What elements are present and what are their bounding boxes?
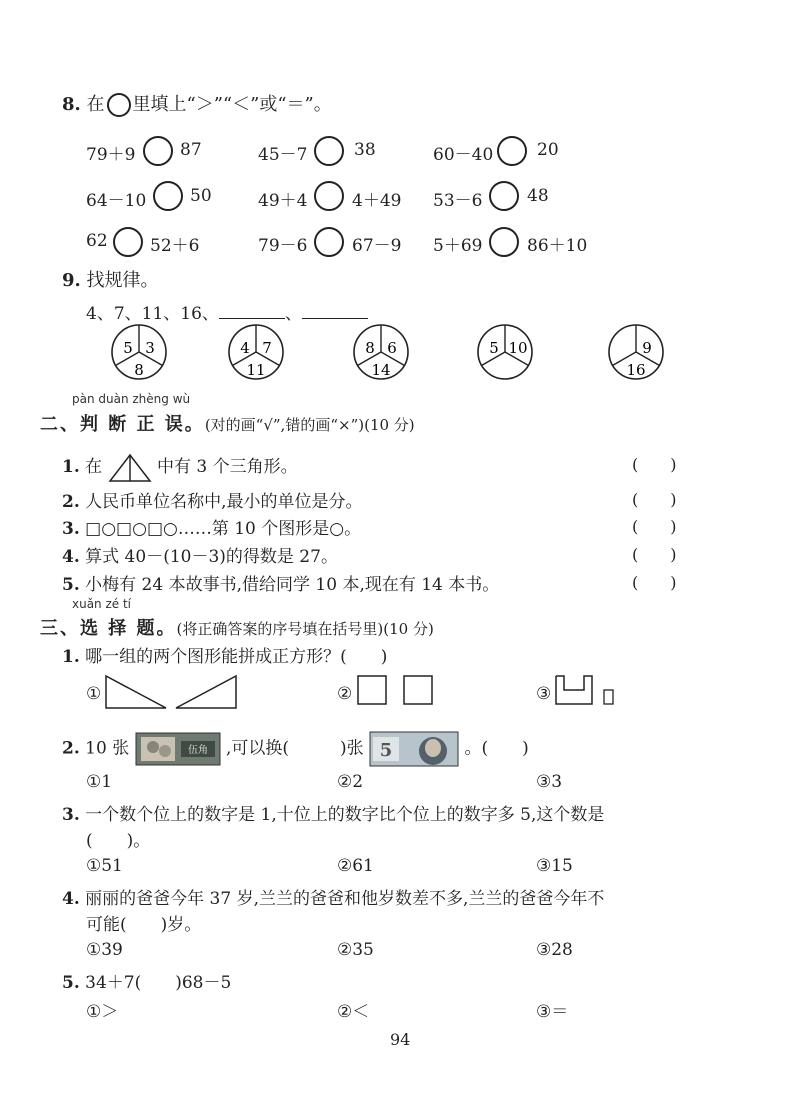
q9-title [62, 266, 159, 292]
item-number: 4. [62, 889, 80, 909]
pattern-circle-1 [112, 325, 166, 379]
section3-heading [40, 614, 434, 640]
notched-shape-figure-icon [554, 674, 618, 710]
section2-pinyin: pàn duàn zhèng wù [72, 392, 191, 406]
item-number: 5. [62, 575, 80, 595]
pattern-circles [0, 322, 800, 386]
s3-q5-opt2[interactable]: ②＜ [337, 1002, 370, 1022]
s3-q3-opt3[interactable]: ③15 [536, 856, 573, 876]
compare-circle[interactable] [143, 136, 173, 166]
q8-r2-c2-left: 49＋4 [258, 191, 308, 211]
s3-q2 [62, 731, 529, 767]
compare-circle[interactable] [314, 136, 344, 166]
s3-q5 [62, 968, 231, 993]
compare-circle[interactable] [489, 181, 519, 211]
item-number: 1. [62, 647, 80, 667]
s3-q1-opt1-label[interactable]: ① [86, 684, 102, 704]
circle-value: 5 [489, 339, 499, 357]
s2-item-1-post: 中有 3 个三角形。 [156, 457, 298, 477]
five-yuan-note-icon [369, 731, 459, 767]
s2-item-4 [62, 542, 338, 567]
s3-q2-opt3[interactable]: ③3 [536, 772, 563, 792]
s3-q2-opt2[interactable]: ②2 [337, 772, 364, 792]
q9-number: 9. [62, 270, 81, 291]
s3-q1-opt2-label[interactable]: ② [337, 684, 353, 704]
answer-blank[interactable] [219, 302, 285, 319]
s2-item-5 [62, 570, 499, 595]
circle-value: 7 [262, 339, 272, 357]
answer-paren[interactable]: ( ) [632, 490, 677, 509]
q8-r3-c2-left: 79－6 [258, 236, 308, 256]
pattern-circle-3 [354, 325, 408, 379]
compare-circle[interactable] [489, 227, 519, 257]
s2-item-5-text: 小梅有 24 本故事书,借给同学 10 本,现在有 14 本书。 [85, 575, 500, 595]
pattern-circle-4 [478, 325, 532, 379]
q8-r3-c2-right: 67－9 [352, 236, 402, 256]
two-squares-figure-icon [356, 674, 436, 708]
s3-q4-text: 丽丽的爸爸今年 37 岁,兰兰的爸爸和他岁数差不多,兰兰的爸爸今年不 [85, 889, 605, 909]
s2-item-1 [62, 452, 298, 483]
section3-pinyin: xuǎn zé tí [72, 597, 132, 611]
item-number: 2. [62, 738, 80, 759]
q8-r1-c1-right: 87 [180, 140, 202, 160]
pattern-circle-2 [229, 325, 283, 379]
s3-q2-pre: 10 张 [85, 738, 130, 759]
q8-r3-c3-left: 5＋69 [433, 236, 483, 256]
circle-value: 3 [145, 339, 155, 357]
s3-q4-line2: 可能( )岁。 [86, 915, 202, 935]
s3-q5-text: 34＋7( )68－5 [85, 973, 232, 993]
q8-r2-c2-right: 4＋49 [352, 191, 402, 211]
note-text: 5 [379, 740, 393, 761]
circle-value: 16 [626, 361, 646, 379]
s3-q1 [62, 642, 387, 667]
circle-value: 9 [642, 339, 652, 357]
circle-value: 4 [240, 339, 250, 357]
circle-value: 5 [123, 339, 133, 357]
item-number: 2. [62, 492, 80, 512]
right-triangles-figure-icon [104, 672, 244, 712]
triangle-figure-icon [108, 453, 152, 483]
answer-paren[interactable]: ( ) [632, 517, 677, 536]
circle-value: 14 [371, 361, 391, 379]
answer-paren[interactable]: ( ) [632, 573, 677, 592]
s2-item-3 [62, 514, 361, 539]
s3-q4-line1 [62, 884, 604, 909]
answer-paren[interactable]: ( ) [632, 545, 677, 564]
circle-placeholder-icon [107, 93, 131, 117]
q8-prompt-pre: 在 [86, 94, 105, 115]
s3-q4-opt3[interactable]: ③28 [536, 940, 573, 960]
circle-value: 6 [387, 339, 397, 357]
compare-circle[interactable] [314, 227, 344, 257]
answer-paren[interactable]: ( ) [632, 455, 677, 474]
compare-circle[interactable] [314, 181, 344, 211]
q8-number: 8. [62, 94, 81, 115]
s3-q5-opt3[interactable]: ③＝ [536, 1002, 569, 1022]
item-number: 4. [62, 547, 80, 567]
answer-blank[interactable] [302, 302, 368, 319]
page-number: 94 [390, 1030, 411, 1049]
q8-r2-c3-right: 48 [527, 186, 549, 206]
pattern-circle-5 [609, 325, 663, 379]
s3-q3-line2: ( )。 [86, 831, 151, 851]
q8-r3-c3-right: 86＋10 [527, 236, 588, 256]
s3-q2-opt1[interactable]: ①1 [86, 772, 113, 792]
s3-q3-opt1[interactable]: ①51 [86, 856, 123, 876]
q8-r1-c2-left: 45－7 [258, 145, 308, 165]
s3-q1-text: 哪一组的两个图形能拼成正方形？( ) [85, 647, 388, 667]
s2-item-1-pre: 在 [85, 457, 103, 477]
q9-sequence-sep: 、 [284, 304, 302, 324]
s3-q3-text: 一个数个位上的数字是 1,十位上的数字比个位上的数字多 5,这个数是 [85, 805, 605, 825]
compare-circle[interactable] [153, 181, 183, 211]
s3-q4-opt2[interactable]: ②35 [337, 940, 374, 960]
q8-r1-c2-right: 38 [354, 140, 376, 160]
circle-value: 11 [246, 361, 266, 379]
circle-value: 10 [508, 339, 528, 357]
q9-title-text: 找规律。 [86, 270, 159, 291]
q9-sequence [86, 299, 368, 324]
q8-r1-c3-left: 60－40 [433, 145, 494, 165]
compare-circle[interactable] [497, 136, 527, 166]
q8-prompt-post: 里填上“＞”“＜”或“＝”。 [132, 94, 332, 115]
section3-note: (将正确答案的序号填在括号里)(10 分) [176, 620, 434, 638]
s2-item-3-text: □○□○□○……第 10 个图形是○。 [85, 519, 362, 539]
s3-q2-mid: ,可以换( )张 [226, 738, 364, 759]
q8-prompt [62, 90, 332, 117]
s3-q1-opt3-label[interactable]: ③ [536, 684, 552, 704]
fifty-cent-note-icon [135, 732, 221, 766]
item-number: 3. [62, 805, 80, 825]
q8-r3-c1-right: 52＋6 [150, 236, 200, 256]
section2-heading [40, 410, 415, 436]
s3-q3-line1 [62, 800, 604, 825]
q8-r1-c1-left: 79＋9 [86, 145, 136, 165]
s3-q2-post: 。( ) [464, 738, 529, 759]
s3-q4-opt1[interactable]: ①39 [86, 940, 123, 960]
section2-note: (对的画“√”,错的画“×”)(10 分) [204, 416, 415, 434]
circle-value: 8 [134, 361, 144, 379]
s3-q3-opt2[interactable]: ②61 [337, 856, 374, 876]
s3-q5-opt1[interactable]: ①＞ [86, 1002, 119, 1022]
section3-title: 三、选 择 题。 [40, 618, 177, 639]
item-number: 5. [62, 973, 80, 993]
q8-r2-c3-left: 53－6 [433, 191, 483, 211]
item-number: 3. [62, 519, 80, 539]
s2-item-2-text: 人民币单位名称中,最小的单位是分。 [85, 492, 363, 512]
q8-r2-c1-right: 50 [190, 186, 212, 206]
q8-r2-c1-left: 64－10 [86, 191, 147, 211]
s2-item-4-text: 算式 40－(10－3)的得数是 27。 [85, 547, 338, 567]
compare-circle[interactable] [113, 227, 143, 257]
section2-title: 二、判 断 正 误。 [40, 414, 205, 435]
s2-item-2 [62, 487, 363, 512]
q8-r1-c3-right: 20 [537, 140, 559, 160]
note-text: 伍角 [187, 745, 208, 756]
circle-value: 8 [365, 339, 375, 357]
q8-r3-c1-left: 62 [86, 231, 108, 251]
q9-sequence-text: 4、7、11、16、 [86, 304, 219, 324]
item-number: 1. [62, 457, 80, 477]
